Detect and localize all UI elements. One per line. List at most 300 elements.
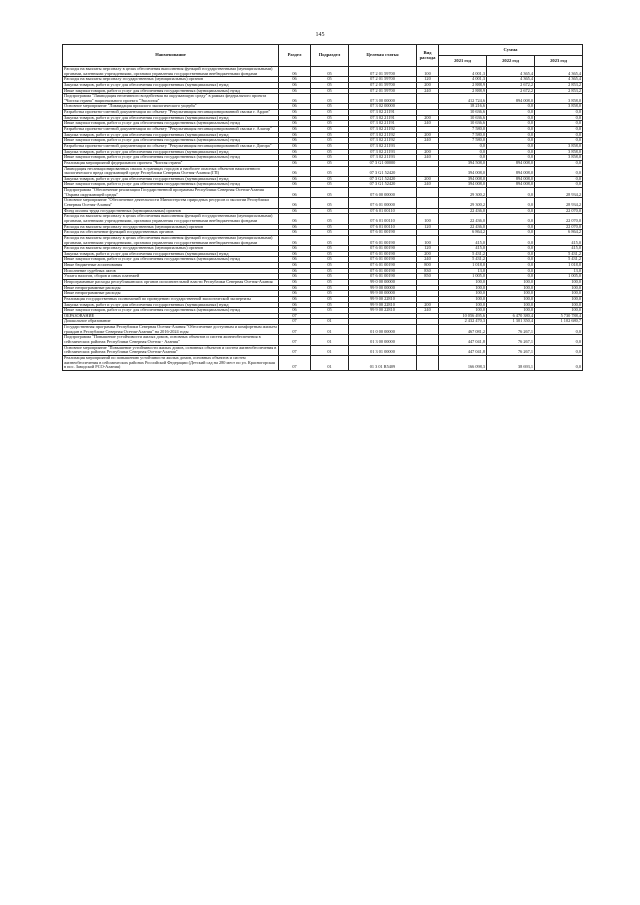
row-expense-type: 100 [417,214,439,224]
row-podrazdel: 05 [311,296,349,302]
row-target-article: 01 3 00 00000 [349,335,417,345]
row-razdel: 06 [279,246,311,252]
row-name: Государственная программа Республики Северная Осетия-Алания "Обеспечение доступным и комфортным жильем граждан в Республике Северная Осетия-Алания" на 2016-2024 годы [64,324,277,334]
row-amount-2022: 0,0 [487,268,535,274]
row-amount-2023: 28 934,2 [535,188,583,198]
row-podrazdel: 05 [311,279,349,285]
row-amount-2022: 6 470 380,4 [487,313,535,319]
row-amount-2023: 22 070,0 [535,208,583,214]
row-razdel: 06 [279,251,311,257]
row-podrazdel: 05 [311,246,349,252]
row-expense-type [417,94,439,104]
table-row [63,198,583,208]
row-amount-2022: 0,0 [487,198,535,208]
row-amount-2022: 894 008,0 [487,166,535,176]
row-amount-2021: 467 081,2 [439,325,487,335]
row-amount-2022: 894 008,0 [487,176,535,182]
row-podrazdel: 05 [311,132,349,138]
row-amount-2023: 0,0 [535,127,583,133]
row-target-article: 99 9 00 22810 [349,302,417,308]
row-razdel: 06 [279,132,311,138]
row-podrazdel: 05 [311,263,349,269]
row-podrazdel: 01 [311,355,349,370]
row-podrazdel: 05 [311,143,349,149]
row-name: Закупка товаров, работ и услуг для обеспечения государственных (муниципальных) нужд [63,115,279,121]
row-name: Иные закупки товаров, работ и услуг для обеспечения государственных (муниципальных) нужд [63,257,279,263]
row-amount-2022: 894 008,0 [487,182,535,188]
row-razdel: 06 [279,257,311,263]
row-name: Закупка товаров, работ и услуг для обеспечения государственных (муниципальных) нужд [63,132,279,138]
row-target-article: 01 3 01 R5409 [349,355,417,370]
row-razdel: 06 [279,143,311,149]
row-name: Подпрограмма "Ликвидация негативного воздействия на окружающую среду" в рамках федерального проекта "Чистая страна" национального проекта "Экология" [63,94,279,104]
row-expense-type [417,355,439,370]
row-podrazdel: 05 [311,138,349,144]
row-target-article: 07 6 01 00110 [349,224,417,230]
row-razdel: 06 [279,104,311,110]
row-name: Разработка проектно-сметной документации по объекту "Рекультивация несанкционированной свалки г. Ардон" [63,110,279,116]
row-target-article: 07 3 G1 52420 [349,166,417,176]
row-amount-2022: 894 008,0 [487,94,535,104]
header-vr: Вид расхода [417,45,439,67]
row-expense-type: 200 [417,176,439,182]
row-amount-2022: 0,0 [487,257,535,263]
row-amount-2022: 0,0 [487,214,535,224]
row-razdel: 06 [279,176,311,182]
row-name: Расходы на выплаты персоналу в целях обеспечения выполнения функций государственными (муниципальными) органами, казенными учреждениями, органами управления государственными внебюджетными фондами [63,235,279,245]
row-razdel: 06 [279,94,311,104]
row-amount-2022: 0,0 [487,246,535,252]
row-podrazdel: 01 [311,325,349,335]
table-row [63,345,583,355]
row-podrazdel: 05 [311,115,349,121]
header-podrazdel: Подраздел [311,45,349,67]
row-amount-2021: 100,0 [439,285,487,291]
row-expense-type: 240 [417,308,439,314]
table-row [63,355,583,370]
row-amount-2023: 22 070,0 [535,214,583,224]
row-razdel: 06 [279,155,311,161]
row-target-article: 07 3 02 21193 [349,149,417,155]
row-podrazdel: 01 [311,335,349,345]
row-amount-2023: 415,0 [535,235,583,245]
row-podrazdel: 05 [311,285,349,291]
row-amount-2021: 4 001,3 [439,67,487,77]
row-name: Расходы на выплаты персоналу в целях обеспечения выполнения функций государственными (муниципальными) органами, казенными учреждениями, органами управления государственными внебюджетными фондами [63,214,279,224]
row-razdel: 06 [279,214,311,224]
row-expense-type: 200 [417,115,439,121]
row-target-article: 07 6 01 00190 [349,274,417,280]
row-podrazdel: 05 [311,302,349,308]
row-amount-2023: 5 431,2 [535,257,583,263]
header-sum: Сумма [439,45,583,56]
row-amount-2022: 100,0 [487,279,535,285]
row-amount-2021: 0,0 [439,143,487,149]
row-podrazdel: 05 [311,176,349,182]
row-razdel: 07 [279,319,311,325]
row-name: Основное мероприятие "Обеспечение деятельности Министерства природных ресурсов и экологии Республики Северная Осетия-Алания" [63,198,279,208]
row-target-article: 99 9 00 22810 [349,296,417,302]
row-podrazdel: 05 [311,268,349,274]
row-podrazdel: 05 [311,82,349,88]
row-amount-2022: 0,0 [487,235,535,245]
row-name: Закупка товаров, работ и услуг для обеспечения государственных (муниципальных) нужд [63,149,279,155]
row-amount-2023: 100,0 [535,302,583,308]
row-amount-2023: 0,0 [535,176,583,182]
row-podrazdel: 05 [311,235,349,245]
row-amount-2023: 100,0 [535,285,583,291]
row-expense-type [417,198,439,208]
row-expense-type: 240 [417,155,439,161]
row-amount-2021: 1 005,0 [439,274,487,280]
row-target-article: 07 6 01 00190 [349,263,417,269]
row-name: Реализация мероприятий федерального проекта "Чистая страна" [63,160,279,166]
row-amount-2022: 76 267,1 [487,345,535,355]
row-name: Фонд оплаты труда государственных (муниципальных) органов [63,208,279,214]
row-expense-type: 240 [417,182,439,188]
row-podrazdel: 01 [311,319,349,325]
row-amount-2023: 4 365,4 [535,67,583,77]
row-target-article: 07 6 01 00110 [349,208,417,214]
table-row [63,94,583,104]
row-amount-2021: 394 008,0 [439,166,487,176]
row-amount-2023: 100,0 [535,296,583,302]
row-target-article: 07 2 01 59700 [349,88,417,94]
row-amount-2021: 0,0 [439,155,487,161]
table-row [63,214,583,224]
row-amount-2023: 3 858,0 [535,94,583,104]
row-amount-2023: 2 853,2 [535,88,583,94]
row-target-article: 99 9 00 00000 [349,285,417,291]
row-name: Разработка проектно-сметной документации по объекту "Рекультивация несанкционированной свалки г. Дигора" [63,143,279,149]
row-target-article: 07 6 01 00190 [349,257,417,263]
row-target-article: 07 3 02 21192 [349,132,417,138]
row-amount-2022: 100,0 [487,296,535,302]
row-amount-2021: 7 580,0 [439,132,487,138]
row-amount-2022: 1 301 350,4 [487,319,535,325]
row-target-article: 01 3 01 00000 [349,345,417,355]
row-amount-2023: 0,0 [535,355,583,370]
row-name: Иные закупки товаров, работ и услуг для обеспечения государственных (муниципальных) нужд [63,121,279,127]
row-amount-2023: 5 730 788,4 [535,313,583,319]
row-amount-2022: 0,0 [487,127,535,133]
row-amount-2021: 394 008,0 [439,176,487,182]
row-expense-type [417,166,439,176]
header-razdel: Раздел [279,45,311,67]
row-amount-2021: 10 636,6 [439,110,487,116]
row-amount-2021: 415,0 [439,235,487,245]
row-amount-2021: 394 508,0 [439,160,487,166]
row-razdel: 06 [279,115,311,121]
row-razdel: 06 [279,88,311,94]
table-row [63,166,583,176]
row-expense-type: 240 [417,257,439,263]
row-name: Дошкольное образование [63,319,279,325]
row-podrazdel: 05 [311,188,349,198]
row-razdel: 07 [279,335,311,345]
row-amount-2021: 166 098,3 [439,355,487,370]
row-amount-2021: 4 001,3 [439,77,487,83]
row-target-article: 07 6 01 00110 [349,214,417,224]
row-amount-2023: 28 934,2 [535,198,583,208]
row-razdel: 06 [279,291,311,297]
row-expense-type: 100 [417,67,439,77]
row-amount-2022: 0,0 [487,132,535,138]
row-expense-type [417,335,439,345]
row-podrazdel: 05 [311,155,349,161]
row-target-article: 07 6 01 00000 [349,198,417,208]
row-target-article: 07 3 00 00000 [349,94,417,104]
row-podrazdel: 05 [311,182,349,188]
row-razdel: 06 [279,82,311,88]
row-amount-2022: 0,0 [487,188,535,198]
row-razdel: 07 [279,355,311,370]
row-amount-2022: 0,0 [487,263,535,269]
row-amount-2021: 18 216,6 [439,104,487,110]
row-podrazdel: 05 [311,166,349,176]
row-target-article: 01 0 00 00000 [349,325,417,335]
row-name: Иные закупки товаров, работ и услуг для обеспечения государственных (муниципальных) нужд [63,308,279,314]
row-amount-2023: 5 431,2 [535,251,583,257]
row-amount-2022: 0,0 [487,155,535,161]
row-name: Закупка товаров, работ и услуг для обеспечения государственных (муниципальных) нужд [63,176,279,182]
header-year-2023: 2023 год [535,56,583,67]
row-amount-2022: 38 693,1 [487,355,535,370]
row-amount-2023: 415,0 [535,246,583,252]
row-amount-2021: 10 056 495,6 [439,313,487,319]
row-amount-2021: 29 300,2 [439,188,487,198]
row-expense-type: 200 [417,302,439,308]
table-row [63,325,583,335]
row-amount-2022: 100,0 [487,291,535,297]
row-name: Подпрограмма "Обеспечение реализации Государственной программы Республики Северная Осетия-Алания "Охрана окружающей среды" [63,188,279,198]
row-razdel: 06 [279,77,311,83]
row-target-article: 07 3 02 21191 [349,115,417,121]
row-amount-2021: 22 436,0 [439,224,487,230]
row-razdel: 06 [279,274,311,280]
row-podrazdel: 05 [311,121,349,127]
table-row [63,67,583,77]
row-target-article: 07 3 G1 52420 [349,176,417,182]
row-razdel: 06 [279,67,311,77]
row-target-article: 07 6 01 00190 [349,251,417,257]
row-amount-2023: 1 018,0 [535,263,583,269]
row-razdel: 06 [279,208,311,214]
row-name: Иные бюджетные ассигнования [63,263,279,269]
row-expense-type: 240 [417,138,439,144]
row-target-article: 07 6 00 00000 [349,188,417,198]
row-name: Иные непрограммные расходы [63,291,279,297]
row-name: Расходы на обеспечение функций государственных органов [63,230,279,236]
row-name: Реализация мероприятий по повышению устойчивости жилых домов, основных объектов и систем жизнеобеспечения в сейсмических районах Российской Федерации (Детский сад на 280 мест по ул. Красногорская в пос. Заводской РСО-Алания) [63,355,279,370]
row-amount-2022: 0,0 [487,149,535,155]
row-expense-type: 200 [417,251,439,257]
row-name: Расходы на выплаты персоналу государственных (муниципальных) органов [63,77,279,83]
row-razdel: 06 [279,166,311,176]
row-amount-2023: 0,0 [535,138,583,144]
row-podrazdel: 05 [311,208,349,214]
row-target-article: 07 6 01 00190 [349,268,417,274]
row-podrazdel: 05 [311,110,349,116]
row-name: Непрограммные расходы республиканских органов исполнительной власти Республики Северная Осетия-Алания [63,279,279,285]
row-podrazdel: 05 [311,104,349,110]
row-amount-2021: 100,0 [439,291,487,297]
row-name: Ликвидация несанкционированных свалок в границах городов и наиболее опасных объектов накопленного экологического вреда окружающей среде Республики Северная Осетия-Алания (ГП) [63,166,279,176]
row-expense-type: 120 [417,224,439,230]
header-year-2021: 2021 год [439,56,487,67]
row-amount-2021: 13,0 [439,268,487,274]
row-amount-2023: 0,0 [535,115,583,121]
row-razdel: 06 [279,121,311,127]
row-amount-2021: 22 436,0 [439,214,487,224]
row-amount-2021: 2 888,9 [439,88,487,94]
row-razdel: 06 [279,302,311,308]
row-amount-2022: 0,0 [487,104,535,110]
row-amount-2022: 100,0 [487,285,535,291]
row-razdel: 06 [279,285,311,291]
row-amount-2021: 6 864,2 [439,230,487,236]
row-name: Расходы на выплаты персоналу государственных (муниципальных) органов [63,246,279,252]
row-razdel: 06 [279,127,311,133]
row-target-article: 07 6 01 00190 [349,230,417,236]
row-razdel: 06 [279,160,311,166]
row-amount-2023: 2 853,2 [535,82,583,88]
row-podrazdel: 05 [311,88,349,94]
row-amount-2023: 0,0 [535,335,583,345]
row-amount-2022: 2 672,2 [487,82,535,88]
row-amount-2023: 0,0 [535,121,583,127]
row-name: ОБРАЗОВАНИЕ [63,313,279,319]
row-razdel: 06 [279,188,311,198]
row-podrazdel: 01 [311,345,349,355]
row-podrazdel: 05 [311,214,349,224]
row-podrazdel: 05 [311,308,349,314]
row-amount-2021: 10 636,6 [439,115,487,121]
row-razdel: 06 [279,149,311,155]
row-amount-2021: 394 008,0 [439,182,487,188]
row-amount-2023: 0,0 [535,325,583,335]
row-amount-2022: 0,0 [487,251,535,257]
row-amount-2022: 76 267,1 [487,335,535,345]
row-amount-2023: 0,0 [535,345,583,355]
row-amount-2023: 3 858,0 [535,149,583,155]
row-razdel: 07 [279,345,311,355]
row-target-article: 07 3 G1 52420 [349,182,417,188]
row-name: Расходы на выплаты персоналу в целях обеспечения выполнения функций государственными (муниципальными) органами, казенными учреждениями, органами управления государственными внебюджетными фондами [63,67,279,77]
row-expense-type: 200 [417,82,439,88]
row-expense-type: 240 [417,88,439,94]
row-amount-2021: 447 041,8 [439,335,487,345]
row-amount-2021: 0,0 [439,149,487,155]
budget-table [62,44,583,371]
row-amount-2022: 0,0 [487,115,535,121]
row-amount-2023: 0,0 [535,182,583,188]
header-name: Наименование [63,45,279,67]
row-amount-2021: 5 431,2 [439,251,487,257]
row-expense-type: 100 [417,235,439,245]
header-year-2022: 2022 год [487,56,535,67]
row-razdel: 06 [279,224,311,230]
row-razdel: 06 [279,182,311,188]
row-amount-2021: 22 436,0 [439,208,487,214]
row-target-article: 07 6 01 00190 [349,246,417,252]
row-amount-2022: 2 672,2 [487,88,535,94]
row-amount-2021: 100,0 [439,296,487,302]
table-row [63,188,583,198]
row-podrazdel: 05 [311,198,349,208]
row-name: Уплата налогов, сборов и иных платежей [63,274,279,280]
row-amount-2022: 100,0 [487,302,535,308]
row-amount-2022: 76 267,1 [487,325,535,335]
row-amount-2022: 0,0 [487,121,535,127]
row-target-article: 07 6 01 00190 [349,235,417,245]
row-amount-2022: 0,0 [487,230,535,236]
row-amount-2022: 894 008,0 [487,160,535,166]
row-amount-2023: 1 005,0 [535,274,583,280]
table-body [63,67,583,371]
row-razdel: 06 [279,110,311,116]
table-row [63,335,583,345]
row-expense-type: 120 [417,77,439,83]
row-amount-2021: 7 580,0 [439,127,487,133]
row-target-article: 07 3 02 21191 [349,110,417,116]
row-amount-2023: 1 102 680,7 [535,319,583,325]
row-razdel: 06 [279,279,311,285]
row-amount-2021: 10 636,6 [439,121,487,127]
row-amount-2022: 4 365,4 [487,67,535,77]
row-podrazdel: 05 [311,127,349,133]
row-amount-2023: 0,0 [535,166,583,176]
row-expense-type [417,188,439,198]
row-amount-2023: 0,0 [535,160,583,166]
row-podrazdel: 05 [311,94,349,104]
row-amount-2023: 13,0 [535,268,583,274]
row-amount-2021: 1 018,0 [439,263,487,269]
row-amount-2021: 415,0 [439,246,487,252]
row-amount-2023: 22 070,0 [535,224,583,230]
row-expense-type: 120 [417,246,439,252]
row-amount-2022: 4 365,4 [487,77,535,83]
row-name: Иные закупки товаров, работ и услуг для обеспечения государственных (муниципальных) нужд [63,155,279,161]
row-amount-2023: 100,0 [535,279,583,285]
row-amount-2023: 0,0 [535,110,583,116]
row-amount-2023: 4 365,4 [535,77,583,83]
row-amount-2021: 412 724,6 [439,94,487,104]
row-name: Закупка товаров, работ и услуг для обеспечения государственных (муниципальных) нужд [63,251,279,257]
row-amount-2021: 100,0 [439,308,487,314]
row-amount-2021: 100,0 [439,279,487,285]
row-podrazdel: 05 [311,160,349,166]
row-amount-2021: 447 041,8 [439,345,487,355]
row-amount-2022: 100,0 [487,308,535,314]
row-expense-type: 800 [417,263,439,269]
row-name: Расходы на выплаты персоналу государственных (муниципальных) органов [63,224,279,230]
row-amount-2022: 0,0 [487,143,535,149]
row-target-article: 07 3 02 21193 [349,155,417,161]
row-razdel: 07 [279,313,311,319]
row-razdel: 06 [279,138,311,144]
row-amount-2022: 0,0 [487,274,535,280]
row-target-article: 07 3 02 21191 [349,121,417,127]
row-podrazdel: 05 [311,251,349,257]
row-amount-2023: 3 858,0 [535,155,583,161]
row-name: Иные закупки товаров, работ и услуг для обеспечения государственных (муниципальных) нужд [63,182,279,188]
row-amount-2022: 0,0 [487,110,535,116]
row-podrazdel: 05 [311,274,349,280]
row-razdel: 06 [279,230,311,236]
row-podrazdel: 05 [311,224,349,230]
row-amount-2022: 0,0 [487,208,535,214]
